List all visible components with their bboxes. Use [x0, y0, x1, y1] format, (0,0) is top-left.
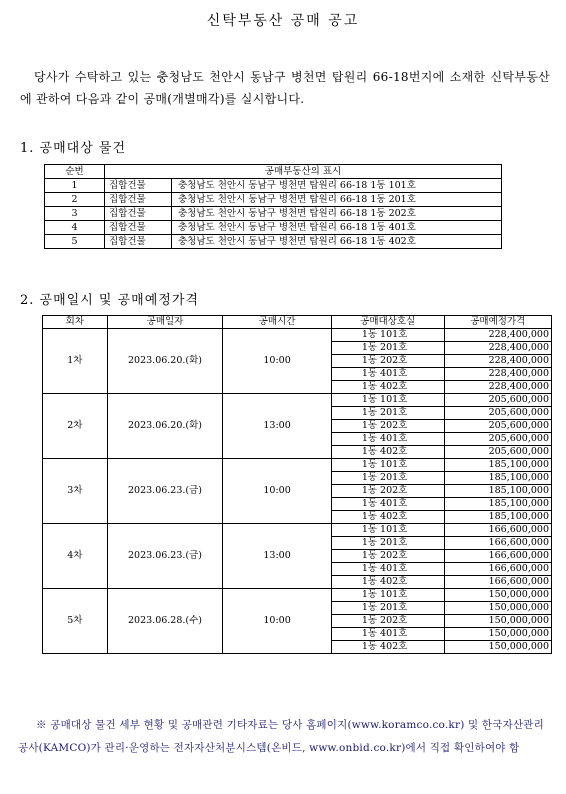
date-cell: 2023.06.23.(금): [107, 524, 223, 589]
price-cell: 166,600,000: [444, 550, 551, 563]
header-date: 공매일자: [107, 316, 223, 329]
round-cell: 2차: [43, 394, 108, 459]
price-cell: 150,000,000: [444, 615, 551, 628]
price-cell: 205,600,000: [444, 407, 551, 420]
time-cell: 10:00: [223, 459, 331, 524]
unit-cell: 1동 402호: [331, 576, 444, 589]
date-cell: 2023.06.20.(화): [107, 329, 223, 394]
table-row: [45, 179, 502, 193]
header-unit: 공매대상호실: [331, 316, 444, 329]
schedule-table-header: [43, 316, 552, 329]
unit-cell: 1동 101호: [331, 524, 444, 537]
unit-cell: 1동 401호: [331, 563, 444, 576]
property-description: 충청남도 천안시 동남구 병천면 탑원리 66-18 1동 202호: [172, 207, 502, 221]
row-number: 3: [45, 207, 105, 221]
table-row: [43, 589, 552, 602]
property-type: 집합건물: [105, 207, 172, 221]
price-cell: 185,100,000: [444, 472, 551, 485]
price-cell: 228,400,000: [444, 381, 551, 394]
unit-cell: 1동 402호: [331, 511, 444, 524]
unit-cell: 1동 201호: [331, 537, 444, 550]
property-type: 집합건물: [105, 235, 172, 249]
price-cell: 228,400,000: [444, 368, 551, 381]
unit-cell: 1동 101호: [331, 394, 444, 407]
price-cell: 205,600,000: [444, 433, 551, 446]
price-cell: 205,600,000: [444, 446, 551, 459]
time-cell: 10:00: [223, 329, 331, 394]
price-cell: 150,000,000: [444, 602, 551, 615]
round-cell: 5차: [43, 589, 108, 654]
price-cell: 228,400,000: [444, 329, 551, 342]
header-no: 순번: [45, 165, 105, 179]
section2-heading: 2. 공매일시 및 공매예정가격: [20, 293, 199, 308]
price-cell: 185,100,000: [444, 511, 551, 524]
price-cell: 185,100,000: [444, 485, 551, 498]
header-time: 공매시간: [223, 316, 331, 329]
table-row: [45, 207, 502, 221]
table-row: [45, 221, 502, 235]
unit-cell: 1동 101호: [331, 459, 444, 472]
price-cell: 150,000,000: [444, 589, 551, 602]
property-table: [44, 164, 502, 249]
unit-cell: 1동 402호: [331, 641, 444, 654]
unit-cell: 1동 401호: [331, 368, 444, 381]
property-description: 충청남도 천안시 동남구 병천면 탑원리 66-18 1동 101호: [172, 179, 502, 193]
unit-cell: 1동 201호: [331, 602, 444, 615]
unit-cell: 1동 202호: [331, 615, 444, 628]
price-cell: 150,000,000: [444, 641, 551, 654]
property-type: 집합건물: [105, 193, 172, 207]
date-cell: 2023.06.28.(수): [107, 589, 223, 654]
table-row: [43, 459, 552, 472]
unit-cell: 1동 401호: [331, 498, 444, 511]
round-cell: 4차: [43, 524, 108, 589]
price-cell: 150,000,000: [444, 628, 551, 641]
unit-cell: 1동 401호: [331, 433, 444, 446]
price-cell: 166,600,000: [444, 524, 551, 537]
table-row: [43, 329, 552, 342]
price-cell: 166,600,000: [444, 563, 551, 576]
auction-schedule-table: [42, 315, 552, 654]
price-cell: 166,600,000: [444, 537, 551, 550]
unit-cell: 1동 402호: [331, 381, 444, 394]
row-number: 5: [45, 235, 105, 249]
unit-cell: 1동 202호: [331, 550, 444, 563]
unit-cell: 1동 402호: [331, 446, 444, 459]
unit-cell: 1동 201호: [331, 472, 444, 485]
header-round: 회차: [43, 316, 108, 329]
table-row: [45, 193, 502, 207]
property-description: 충청남도 천안시 동남구 병천면 탑원리 66-18 1동 201호: [172, 193, 502, 207]
property-description: 충청남도 천안시 동남구 병천면 탑원리 66-18 1동 402호: [172, 235, 502, 249]
property-type: 집합건물: [105, 221, 172, 235]
unit-cell: 1동 201호: [331, 342, 444, 355]
round-cell: 1차: [43, 329, 108, 394]
unit-cell: 1동 202호: [331, 420, 444, 433]
unit-cell: 1동 101호: [331, 589, 444, 602]
section1-heading: 1. 공매대상 물건: [20, 141, 127, 156]
price-cell: 205,600,000: [444, 420, 551, 433]
unit-cell: 1동 101호: [331, 329, 444, 342]
row-number: 1: [45, 179, 105, 193]
table-row: [43, 524, 552, 537]
price-cell: 205,600,000: [444, 394, 551, 407]
time-cell: 13:00: [223, 394, 331, 459]
unit-cell: 1동 202호: [331, 355, 444, 368]
price-cell: 185,100,000: [444, 498, 551, 511]
date-cell: 2023.06.20.(화): [107, 394, 223, 459]
header-price: 공매예정가격: [444, 316, 551, 329]
time-cell: 13:00: [223, 524, 331, 589]
unit-cell: 1동 201호: [331, 407, 444, 420]
price-cell: 185,100,000: [444, 459, 551, 472]
table-row: [43, 394, 552, 407]
unit-cell: 1동 202호: [331, 485, 444, 498]
header-description: 공매부동산의 표시: [105, 165, 502, 179]
property-description: 충청남도 천안시 동남구 병천면 탑원리 66-18 1동 401호: [172, 221, 502, 235]
page-title: 신탁부동산 공매 공고: [206, 13, 360, 29]
table-row: [45, 235, 502, 249]
round-cell: 3차: [43, 459, 108, 524]
row-number: 4: [45, 221, 105, 235]
time-cell: 10:00: [223, 589, 331, 654]
intro-paragraph: 당사가 수탁하고 있는 충청남도 천안시 동남구 병천면 탑원리 66-18번지에 소재한 신탁부동산에 관하여 다음과 같이 공매(개별매각)를 실시합니다.: [20, 70, 550, 106]
price-cell: 228,400,000: [444, 355, 551, 368]
footnote: ※ 공매대상 물건 세부 현황 및 공매관련 기타자료는 당사 홈페이지(www.koramco.co.kr) 및 한국자산관리공사(KAMCO)가 관리·운영하는 전자자산처분시스템(온비드, www.onbid.co.kr)에서 직접 확인하여야 함: [18, 719, 544, 754]
row-number: 2: [45, 193, 105, 207]
price-cell: 228,400,000: [444, 342, 551, 355]
unit-cell: 1동 401호: [331, 628, 444, 641]
date-cell: 2023.06.23.(금): [107, 459, 223, 524]
price-cell: 166,600,000: [444, 576, 551, 589]
property-type: 집합건물: [105, 179, 172, 193]
property-table-header: [45, 165, 502, 179]
